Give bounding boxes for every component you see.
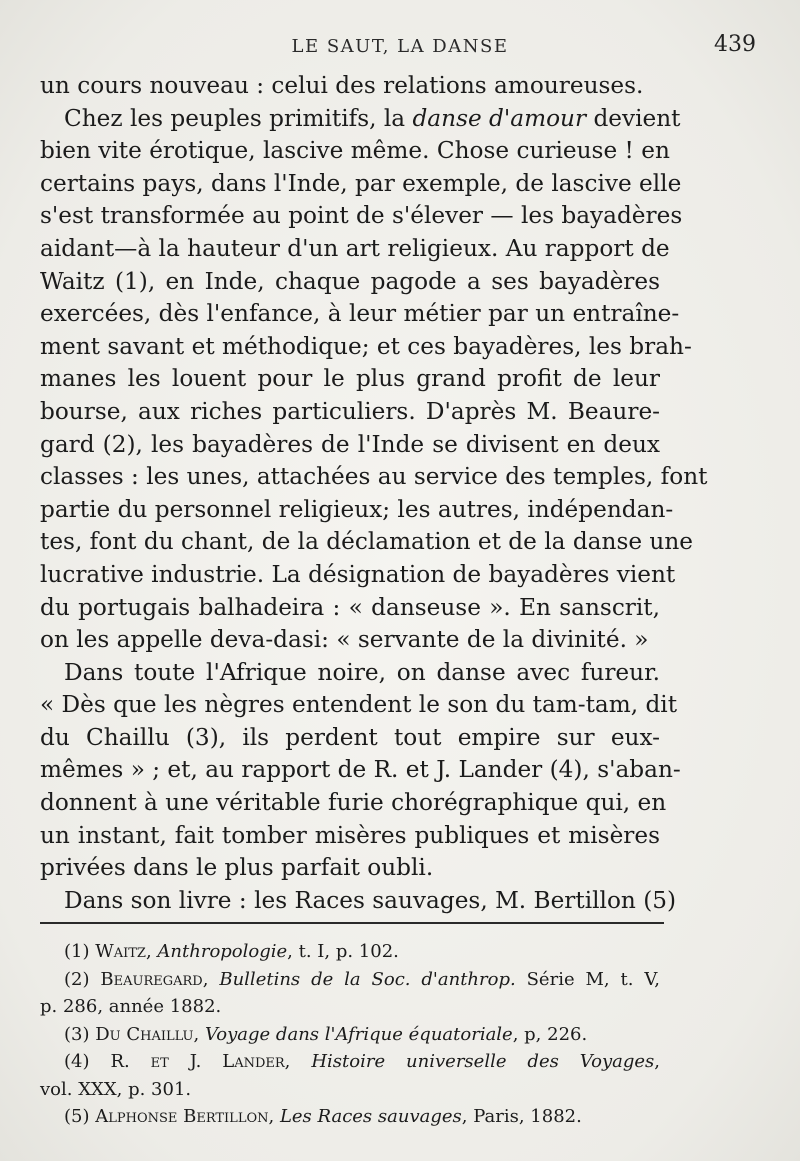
text-line: exercées, dès l'enfance, à leur métier par un entraîne-: [40, 300, 680, 328]
footnote-rest: Série M, t. V,: [515, 968, 660, 990]
footnote-title: Voyage dans l'Afrique équatoriale: [204, 1023, 513, 1045]
text-line: aidant—à la hauteur d'un art religieux. Au rapport de: [40, 234, 670, 262]
italic-term: danse d'amour: [412, 104, 587, 132]
footnote-number: (5): [64, 1106, 90, 1127]
footnote-author: Beauregard: [100, 968, 203, 990]
text-line: donnent à une véritable furie chorégraphique qui, en: [40, 789, 667, 817]
text-line: s'est transformée au point de s'élever — les bayadères: [40, 202, 683, 230]
footnote-5: (5) Alphonse Bertillon, Les Races sauvages, Paris, 1882.: [64, 1106, 582, 1127]
text-line: certains pays, dans l'Inde, par exemple, de lascive elle: [40, 169, 682, 197]
footnote-rest: , t. I, p. 102.: [287, 941, 399, 962]
footnotes: [40, 938, 660, 1131]
footnote-4: (4) R. et J. Lander, Histoire universelle des Voyages,: [64, 1051, 661, 1072]
footnote-author: Du Chaillu: [95, 1023, 194, 1045]
text-line: du Chaillu (3), ils perdent tout empire sur eux-: [40, 723, 660, 751]
page-header: [40, 30, 760, 70]
footnote-number: (4): [64, 1051, 90, 1072]
text-line: lucrative industrie. La désignation de bayadères vient: [40, 560, 676, 588]
body-text: [40, 70, 708, 917]
text-line: Dans toute l'Afrique noire, on danse avec fureur.: [64, 658, 660, 686]
text-line: classes : les unes, attachées au service des temples, font: [40, 463, 708, 491]
text-line: Waitz (1), en Inde, chaque pagode a ses bayadères: [40, 267, 660, 295]
text-line: un instant, fait tomber misères publiques et misères: [40, 821, 660, 849]
text-line: tes, font du chant, de la déclamation et de la danse une: [40, 528, 694, 556]
footnote-4-cont: vol. XXX, p. 301.: [40, 1078, 192, 1100]
text-line: du portugais balhadeira : « danseuse ». En sanscrit,: [40, 593, 660, 621]
footnote-title: Anthropologie: [157, 941, 288, 962]
text-line: on les appelle deva-dasi: « servante de la divinité. »: [40, 626, 649, 654]
text-line: mêmes » ; et, au rapport de R. et J. Lander (4), s'aban-: [40, 756, 681, 784]
footnote-author: R. et J. Lander: [110, 1051, 285, 1072]
footnote-rest: ,: [654, 1051, 661, 1072]
footnote-3: (3) Du Chaillu, Voyage dans l'Afrique équatoriale, p, 226.: [64, 1023, 588, 1045]
text-line: partie du personnel religieux; les autres, indépendan-: [40, 495, 674, 523]
footnote-number: (3): [64, 1023, 90, 1045]
text-line: ment savant et méthodique; et ces bayadères, les brah-: [40, 332, 692, 360]
running-title: LE SAUT, LA DANSE: [291, 36, 509, 57]
text-line: bourse, aux riches particuliers. D'après M. Beaure-: [40, 397, 660, 425]
footnote-number: (1): [64, 941, 90, 962]
footnote-title: Les Races sauvages: [279, 1106, 462, 1127]
text-line: gard (2), les bayadères de l'Inde se divisent en deux: [40, 430, 660, 458]
footnote-1: (1) Waitz, Anthropologie, t. I, p. 102.: [64, 941, 399, 962]
footnote-rule: [40, 922, 664, 924]
footnote-2: (2) Beauregard, Bulletins de la Soc. d'anthrop. Série M, t. V,: [64, 968, 660, 990]
footnote-author: Alphonse Bertillon: [95, 1106, 269, 1127]
text-line: Chez les peuples primitifs, la danse d'amour devient: [64, 104, 681, 132]
text-line: privées dans le plus parfait oubli.: [40, 854, 434, 882]
text-line: Dans son livre : les Races sauvages, M. Bertillon (5): [64, 886, 677, 914]
text-line: manes les louent pour le plus grand profit de leur: [40, 365, 660, 393]
footnote-title: Bulletins de la Soc. d'anthrop.: [219, 968, 516, 990]
page-number: 439: [714, 32, 756, 57]
footnote-author: Waitz: [95, 941, 146, 962]
text-line: « Dès que les nègres entendent le son du tam-tam, dit: [40, 691, 678, 719]
footnote-2-cont: p. 286, année 1882.: [40, 996, 222, 1017]
footnote-rest: , p, 226.: [512, 1023, 588, 1045]
text-line: bien vite érotique, lascive même. Chose curieuse ! en: [40, 137, 670, 165]
footnote-rest: , Paris, 1882.: [461, 1106, 582, 1127]
text-line: un cours nouveau : celui des relations amoureuses.: [40, 72, 644, 99]
footnote-number: (2): [64, 968, 90, 990]
footnote-title: Histoire universelle des Voyages: [311, 1051, 655, 1072]
